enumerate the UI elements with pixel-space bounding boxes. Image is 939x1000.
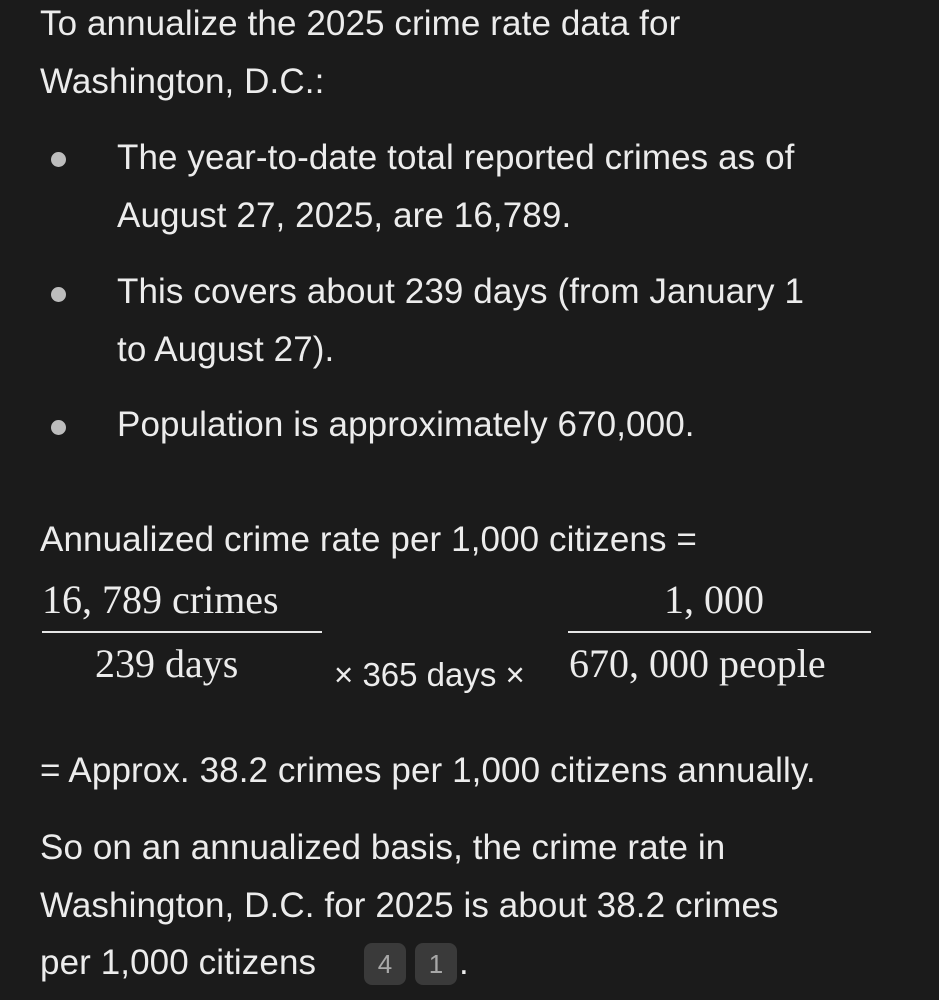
list-item-line-2: to August 27).: [117, 330, 335, 369]
citation-badge[interactable]: 4: [364, 943, 406, 985]
conclusion-period: .: [459, 943, 469, 982]
conclusion-line-2: Washington, D.C. for 2025 is about 38.2 crimes: [40, 886, 779, 925]
intro-line-1: To annualize the 2025 crime rate data for: [40, 4, 681, 43]
list-item-line-1: This covers about 239 days (from January 1: [117, 272, 805, 311]
fraction-2-denominator: 670, 000 people: [569, 641, 826, 686]
bullet-icon: [51, 152, 66, 167]
multiply-days-text: × 365 days ×: [334, 656, 525, 693]
formula-result: = Approx. 38.2 crimes per 1,000 citizens annually.: [40, 751, 816, 790]
conclusion-line-1: So on an annualized basis, the crime rate in: [40, 828, 726, 867]
formula-label: Annualized crime rate per 1,000 citizens =: [40, 520, 697, 559]
intro-line-2: Washington, D.C.:: [40, 62, 325, 101]
fraction-2-bar: [568, 631, 871, 633]
list-item-line-1: The year-to-date total reported crimes as of: [117, 138, 795, 177]
fraction-2-numerator: 1, 000: [664, 577, 764, 622]
bullet-icon: [51, 287, 66, 302]
citation-badge[interactable]: 1: [415, 943, 457, 985]
fraction-1-bar: [42, 631, 322, 633]
fraction-1-denominator: 239 days: [95, 641, 239, 686]
list-item-line-2: August 27, 2025, are 16,789.: [117, 196, 572, 235]
fraction-1-numerator: 16, 789 crimes: [42, 577, 279, 622]
bullet-icon: [51, 420, 66, 435]
list-item-line-1: Population is approximately 670,000.: [117, 405, 695, 444]
conclusion-line-3: per 1,000 citizens: [40, 943, 317, 982]
